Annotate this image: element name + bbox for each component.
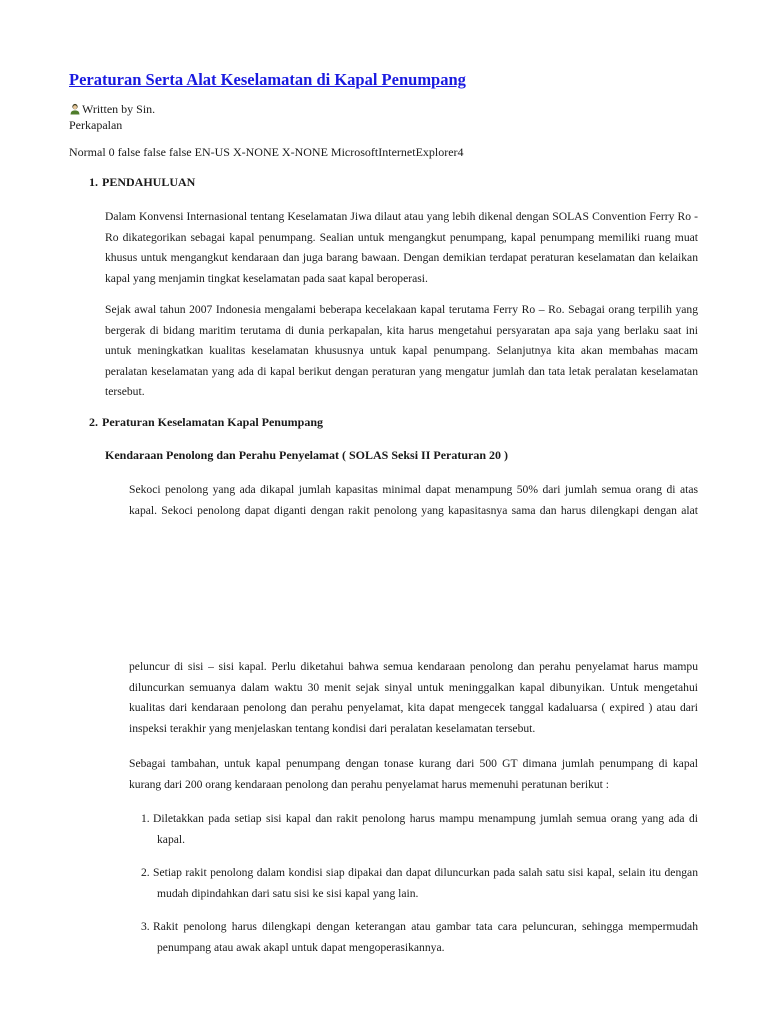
list-number: 2. bbox=[141, 866, 150, 879]
text-line: tersebut. bbox=[105, 385, 145, 398]
text-line: Sebagai tambahan, untuk kapal penumpang dengan tonase kurang dari 500 GT dimana jumlah penumpang di kapal bbox=[129, 757, 698, 770]
text-line: khusus untuk mengangkut kendaraan dan juga barang bawaan. Dengan demikian terdapat peraturan keselamatan dan kelaikan bbox=[105, 251, 698, 264]
text-line: peralatan keselamatan yang ada di kapal berikut dengan peraturan yang mengatur jumlah dan tata letak peralatan keselamatan bbox=[105, 364, 698, 378]
list-number: 3. bbox=[141, 920, 150, 933]
text-line: kapal. bbox=[157, 833, 186, 846]
text-line: kapal yang menjamin tingkat keselamatan pada saat kapal beroperasi. bbox=[105, 271, 428, 285]
section-number: 2. bbox=[89, 415, 98, 429]
list-text bbox=[153, 808, 698, 850]
list-text bbox=[153, 862, 698, 904]
paragraph-lifeboat-2 bbox=[129, 657, 698, 739]
section-title: PENDAHULUAN bbox=[102, 175, 196, 189]
paragraph-lifeboat-3 bbox=[129, 754, 698, 795]
text-line: penumpang atau awak akapl untuk dapat mengoperasikannya. bbox=[157, 941, 445, 954]
text-line: diluncurkan semuanya dalam waktu 30 menit sejak sinyal untuk meninggalkan kapal dibunyikan. Untuk mengetahui bbox=[129, 680, 698, 694]
text-line: Sekoci penolong yang ada dikapal jumlah kapasitas minimal dapat menampung 50% dari jumlah semua orang di atas bbox=[129, 483, 698, 496]
section-heading-1 bbox=[89, 175, 195, 190]
user-icon bbox=[69, 103, 81, 115]
author-row bbox=[69, 101, 155, 117]
paragraph-intro-1 bbox=[105, 207, 698, 289]
text-line: inspeksi terakhir yang menjelaskan tentang kondisi dari peralatan keselamatan tersebut. bbox=[129, 721, 536, 735]
article-title-link[interactable]: Peraturan Serta Alat Keselamatan di Kapal Penumpang bbox=[69, 70, 466, 89]
text-line: peluncur di sisi – sisi kapal. Perlu diketahui bahwa semua kendaraan penolong dan perahu penyelamat harus mampu bbox=[129, 660, 698, 673]
paragraph-lifeboat-1 bbox=[129, 480, 698, 521]
text-line: kualitas dari kendaraan penolong dan perahu penyelamat, kita dapat mengecek tanggal kadaluarsa ( expired ) atau dari bbox=[129, 701, 698, 714]
author-name: Written by Sin. bbox=[82, 102, 156, 116]
text-line: bergerak di bidang maritim terutama di dunia perkapalan, kita harus mengetahui persyaratan apa saja yang berlaku saat ini bbox=[105, 323, 698, 337]
section-number: 1. bbox=[89, 175, 98, 189]
text-line: Ro dikategorikan sebagai kapal penumpang. Sealian untuk mengangkut penumpang, kapal penumpang memiliki ruang muat bbox=[105, 230, 698, 244]
subheading: Kendaraan Penolong dan Perahu Penyelamat ( SOLAS Seksi II Peraturan 20 ) bbox=[105, 448, 509, 462]
section-heading-2 bbox=[89, 415, 323, 430]
text-line: Diletakkan pada setiap sisi kapal dan rakit penolong harus mampu menampung jumlah semua orang yang ada di bbox=[153, 812, 698, 825]
text-line: mudah dipindahkan dari satu sisi ke sisi kapal yang lain. bbox=[157, 887, 419, 900]
text-line: Rakit penolong harus dilengkapi dengan keterangan atau gambar tata cara peluncuran, sehingga mempermudah bbox=[153, 920, 698, 933]
text-line: untuk meningkatkan kualitas keselamatan khususnya untuk kapal penumpang. Selanjutnya kita akan membahas macam bbox=[105, 344, 698, 357]
meta-text: Normal 0 false false false EN-US X-NONE X-NONE MicrosoftInternetExplorer4 bbox=[69, 145, 464, 159]
byline bbox=[69, 101, 155, 133]
text-line: kurang dari 200 orang kendaraan penolong dan perahu penyelamat harus memenuhi peratunan berikut : bbox=[129, 777, 610, 791]
section-title: Peraturan Keselamatan Kapal Penumpang bbox=[102, 415, 323, 429]
article-category: Perkapalan bbox=[69, 118, 123, 132]
text-line: Dalam Konvensi Internasional tentang Keselamatan Jiwa dilaut atau yang lebih dikenal dengan SOLAS Convention Ferry Ro - bbox=[105, 210, 698, 223]
text-line: kapal. Sekoci penolong dapat diganti dengan rakit penolong yang kapasitasnya sama dan harus dilengkapi dengan alat bbox=[129, 503, 698, 517]
text-line: Setiap rakit penolong dalam kondisi siap dipakai dan dapat diluncurkan pada salah satu sisi kapal, selain itu dengan bbox=[153, 866, 698, 879]
list-number: 1. bbox=[141, 812, 150, 825]
paragraph-intro-2 bbox=[105, 300, 698, 403]
list-text bbox=[153, 916, 698, 958]
text-line: Sejak awal tahun 2007 Indonesia mengalami beberapa kecelakaan kapal terutama Ferry Ro – Ro. Sebagai orang terpilih yang bbox=[105, 303, 698, 316]
